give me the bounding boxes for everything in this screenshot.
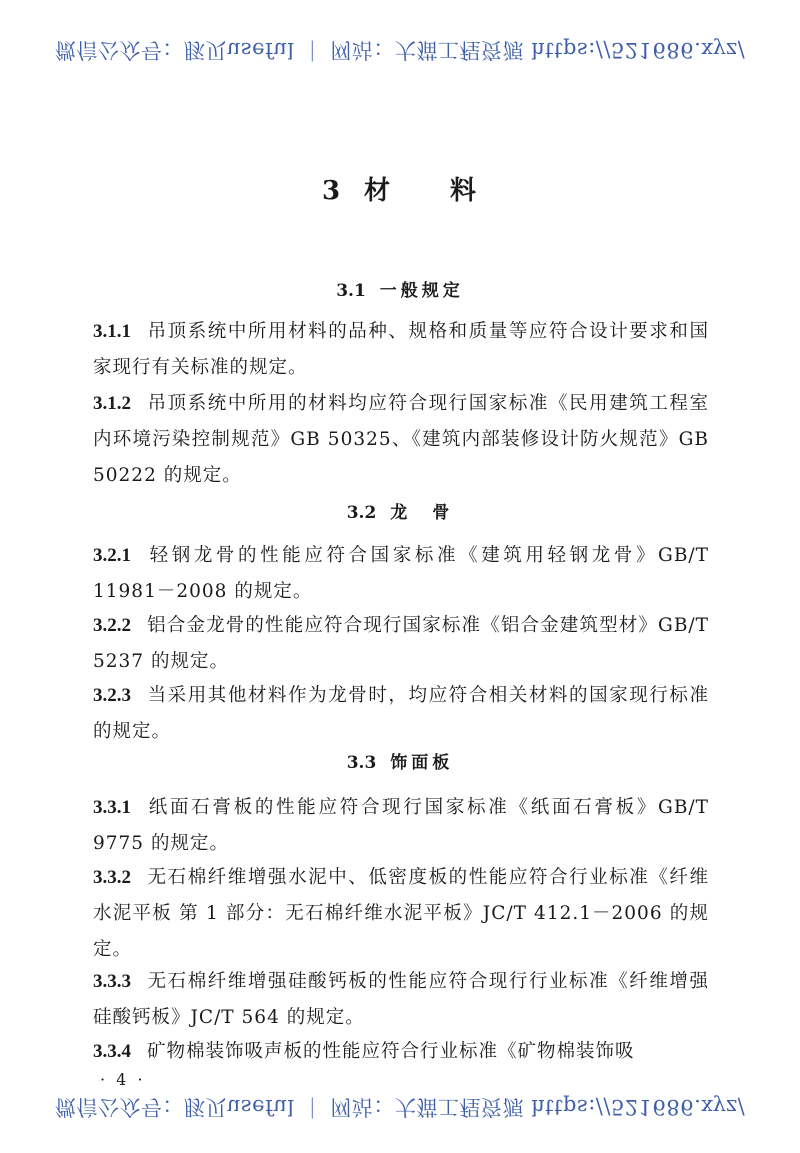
clause-3-2-3: 3.2.3 当采用其他材料作为龙骨时，均应符合相关材料的国家现行标准的规定。 [93, 685, 709, 742]
watermark-top: 微信公众号：豚贝useful ｜ 网站：大猫工程资源 https://521686.xyz/ [54, 38, 746, 62]
clause-3-2-1: 3.2.1 轻钢龙骨的性能应符合国家标准《建筑用轻钢龙骨》GB/T 11981－2008 的规定。 [93, 545, 709, 602]
chapter-title-part1: 材 [364, 176, 393, 206]
section-heading-3-3: 3.3 饰面板 [346, 753, 454, 773]
clause-3-3-2: 3.3.2 无石棉纤维增强水泥中、低密度板的性能应符合行业标准《纤维水泥平板 第 1 部分：无石棉纤维水泥平板》JC/T 412.1－2006 的规定。 [93, 867, 709, 960]
section-heading-3-2: 3.2 龙 骨 [346, 503, 454, 523]
clause-3-1-2: 3.1.2 吊顶系统中所用的材料均应符合现行国家标准《民用建筑工程室内环境污染控制规范》GB 50325、《建筑内部装修设计防火规范》GB 50222 的规定。 [93, 393, 709, 486]
clause-3-3-3: 3.3.3 无石棉纤维增强硅酸钙板的性能应符合现行行业标准《纤维增强硅酸钙板》JC/T 564 的规定。 [93, 971, 709, 1028]
clause-3-2-2: 3.2.2 铝合金龙骨的性能应符合现行国家标准《铝合金建筑型材》GB/T 5237 的规定。 [93, 615, 709, 672]
watermark-bottom: 微信公众号：豚贝useful ｜ 网站：大猫工程资源 https://521686.xyz/ [54, 1095, 746, 1119]
chapter-title-part2: 料 [450, 176, 479, 206]
clause-3-1-1: 3.1.1 吊顶系统中所用材料的品种、规格和质量等应符合设计要求和国家现行有关标准的规定。 [93, 321, 709, 378]
clause-3-3-4: 3.3.4 矿物棉装饰吸声板的性能应符合行业标准《矿物棉装饰吸 [93, 1041, 635, 1062]
chapter-title [0, 170, 800, 207]
clause-3-3-1: 3.3.1 纸面石膏板的性能应符合现行国家标准《纸面石膏板》GB/T 9775 的规定。 [93, 797, 709, 854]
chapter-number: 3 [321, 176, 343, 206]
section-heading-3-1: 3.1 一般规定 [336, 281, 464, 301]
page-number: · 4 · [100, 1070, 146, 1089]
